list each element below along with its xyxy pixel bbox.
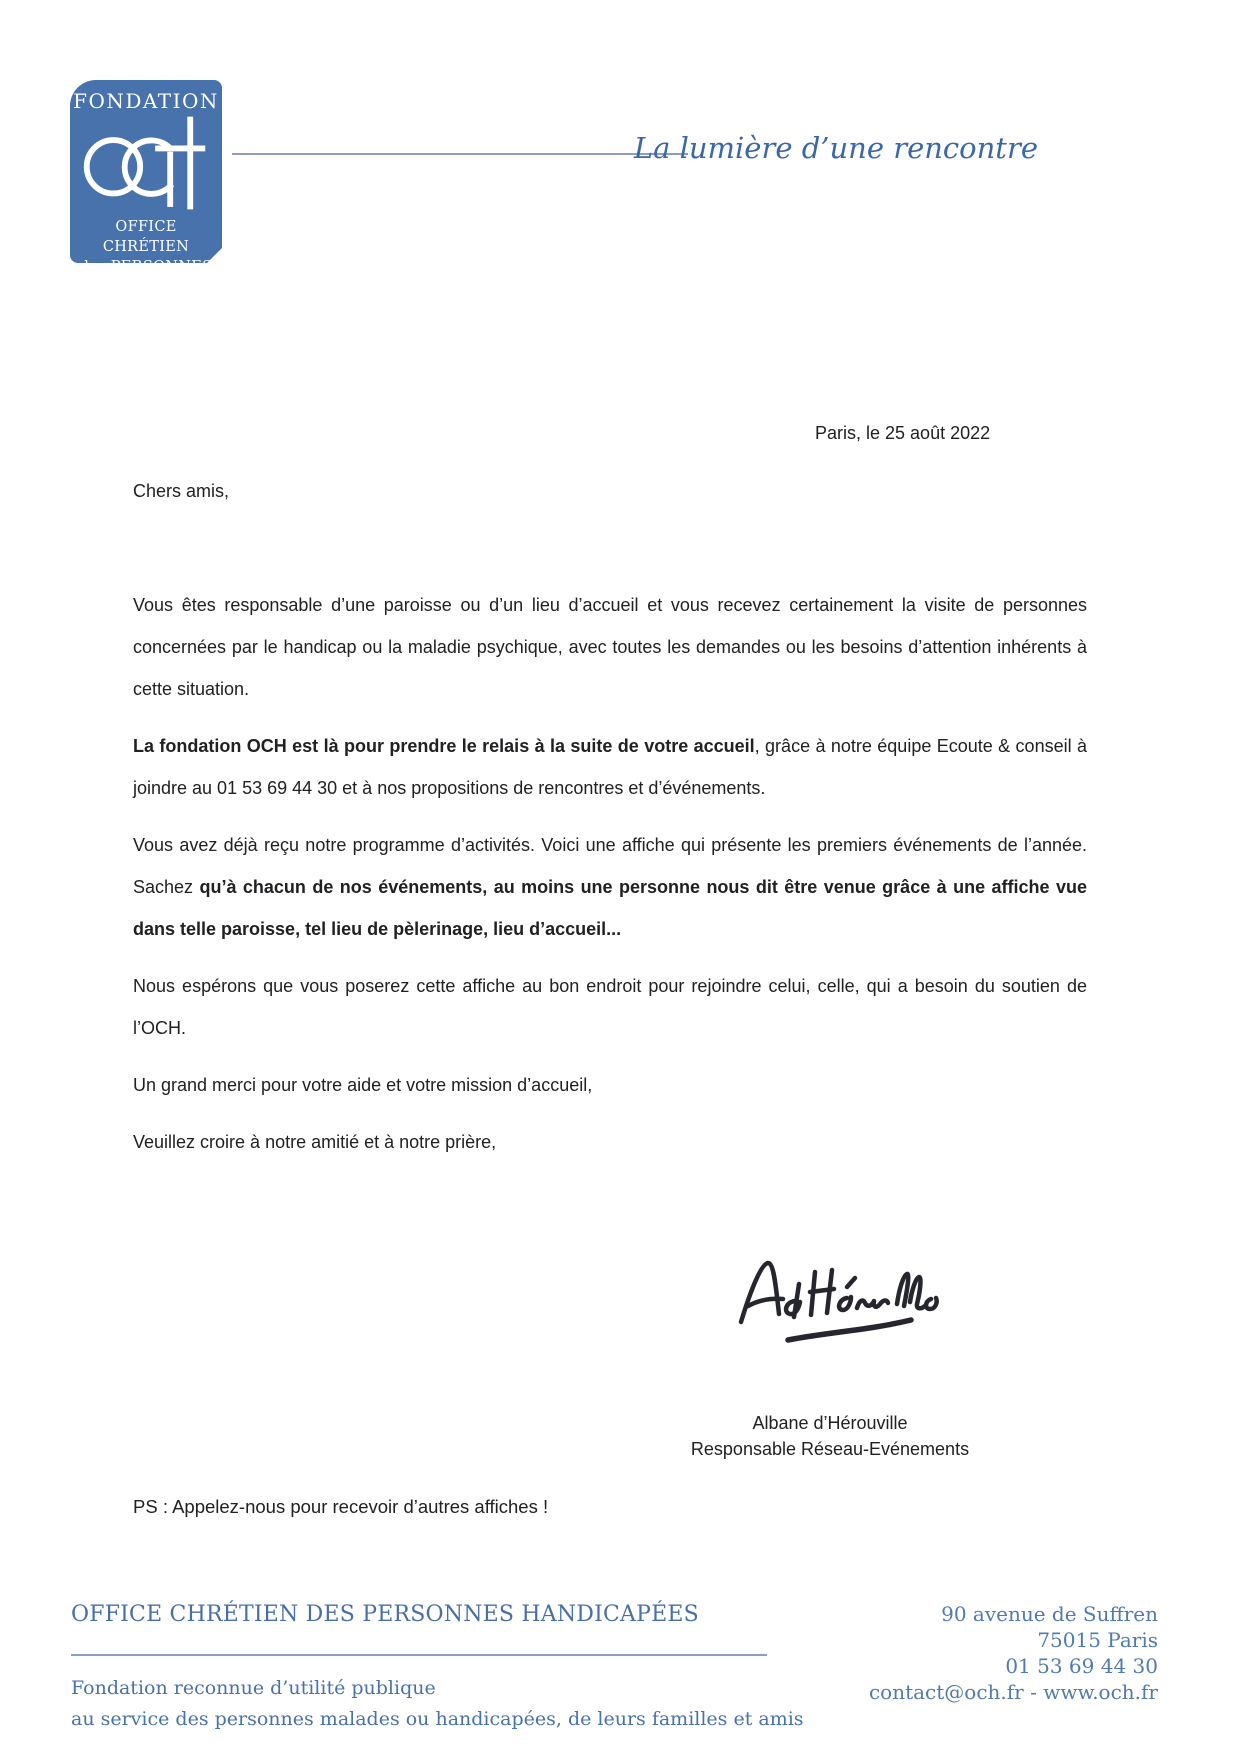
- brand-tagline: La lumière d’une rencontre: [633, 131, 1038, 165]
- footer-address-line1: 90 avenue de Suffren: [941, 1602, 1158, 1626]
- och-monogram-icon: [80, 115, 212, 216]
- paragraph-4: [133, 965, 1087, 1049]
- paragraph-4-text: Nous espérons que vous poserez cette affiche au bon endroit pour rejoindre celui, celle, qui a besoin du soutien de l’OCH.: [133, 976, 1087, 1038]
- letter-body: [133, 470, 1087, 1178]
- logo-corner-fold: [207, 248, 222, 263]
- signer-role: Responsable Réseau-Evénements: [690, 1439, 970, 1459]
- logo-org-name: [70, 217, 222, 297]
- paragraph-2: [133, 725, 1087, 809]
- footer-address-line2: 75015 Paris: [1037, 1628, 1158, 1652]
- paragraph-1-text: Vous êtes responsable d’une paroisse ou d’un lieu d’accueil et vous recevez certainement la visite de personnes concernées par le handicap ou la maladie psychique, avec toutes les demandes ou les besoins d’attention inhérents à cette situation.: [133, 595, 1087, 699]
- paragraph-2-bold: La fondation OCH est là pour prendre le relais à la suite de votre accueil: [133, 736, 755, 756]
- logo-org-line1: OFFICE CHRÉTIEN: [102, 219, 190, 255]
- signer-block: [600, 1410, 1060, 1462]
- date-line: Paris, le 25 août 2022: [815, 423, 991, 443]
- paragraph-5-text: Un grand merci pour votre aide et votre mission d’accueil,: [133, 1075, 593, 1095]
- och-logo: [70, 80, 222, 295]
- ps-line: PS : Appelez-nous pour recevoir d’autres affiches !: [133, 1496, 549, 1517]
- paragraph-3-bold: qu’à chacun de nos événements, au moins une personne nous dit être venue grâce à une affiche vue dans telle paroisse, tel lieu de pèlerinage, lieu d’accueil...: [133, 877, 1087, 939]
- logo-fondation-label: FONDATION: [73, 89, 219, 113]
- paragraph-3-start: Vous avez déjà reçu notre programme d’activités. Voici une affiche qui présente les premiers événements de l’année. Sachez: [133, 835, 1087, 897]
- footer-org-name: OFFICE CHRÉTIEN DES PERSONNES HANDICAPÉES: [71, 1602, 699, 1627]
- header-rule: [232, 153, 688, 155]
- footer-divider: [71, 1654, 767, 1656]
- footer-desc-line2: au service des personnes malades ou handicapées, de leurs familles et amis: [71, 1708, 804, 1730]
- footer-email-web: contact@och.fr - www.och.fr: [868, 1680, 1158, 1704]
- paragraph-2-rest: , grâce à notre équipe Ecoute & conseil à joindre au 01 53 69 44 30 et à nos propositions de rencontres et d’événements.: [133, 736, 1087, 798]
- paragraph-6-text: Veuillez croire à notre amitié et à notre prière,: [133, 1132, 497, 1152]
- footer-phone: 01 53 69 44 30: [1005, 1654, 1158, 1678]
- footer-contact-block: [869, 1601, 1158, 1705]
- logo-org-line2: des PERSONNES: [79, 259, 213, 275]
- paragraph-3: [133, 824, 1087, 950]
- footer-desc-line1: Fondation reconnue d’utilité publique: [71, 1677, 436, 1699]
- salutation: Chers amis,: [133, 481, 230, 501]
- signer-name: Albane d’Hérouville: [752, 1413, 908, 1433]
- logo-org-line3: HANDICAPÉES: [86, 279, 206, 295]
- paragraph-5: [133, 1064, 1087, 1106]
- signature-image: [735, 1254, 950, 1364]
- paragraph-6: [133, 1121, 1087, 1163]
- paragraph-1: [133, 584, 1087, 710]
